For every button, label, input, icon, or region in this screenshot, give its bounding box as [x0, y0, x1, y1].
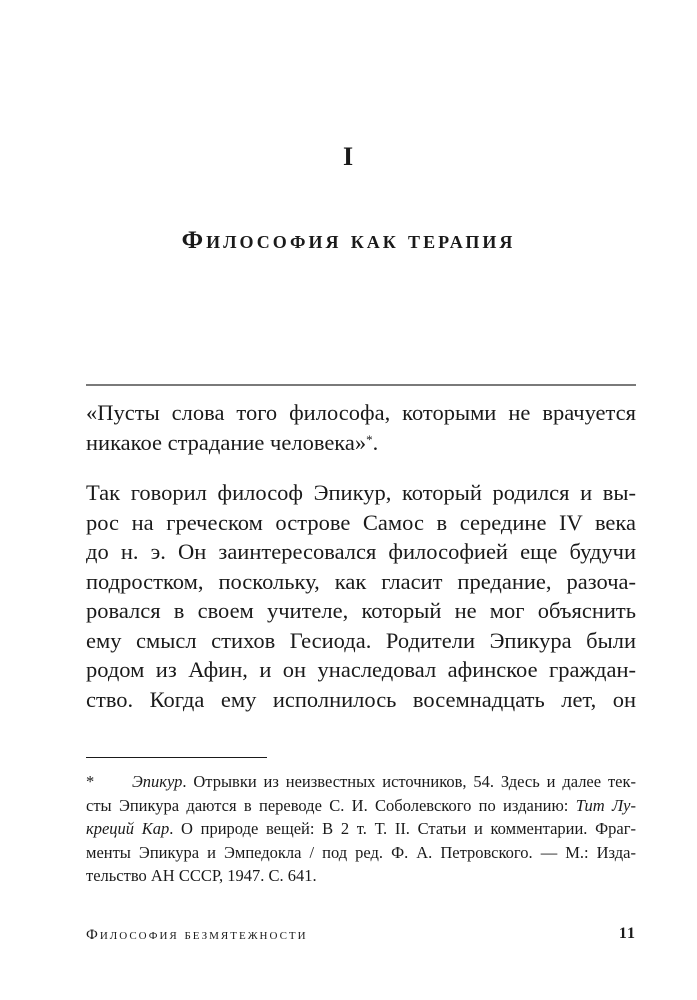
- paragraph-line: до н. э. Он заинтересовался философией еще будучи: [86, 539, 636, 564]
- footnote-line: менты Эпикура и Эмпедокла / под ред. Ф. А. Петровского. — М.: Изда-: [86, 842, 636, 862]
- footnote: [86, 770, 636, 888]
- footnote-author: Эпикур: [132, 772, 183, 791]
- footnote-line: [86, 817, 636, 841]
- section-divider: [86, 384, 636, 386]
- chapter-number: I: [342, 142, 355, 171]
- epigraph-end-punct: .: [372, 429, 379, 455]
- footnote-star: *: [86, 772, 95, 791]
- epigraph-line: «Пусты слова того философа, которыми не врачуется: [86, 400, 636, 425]
- body-paragraph: [86, 478, 636, 714]
- footnote-divider: [86, 757, 267, 758]
- epigraph: [86, 398, 636, 457]
- paragraph-line: подростком, поскольку, как гласит предание, разоча-: [86, 568, 636, 594]
- paragraph-line: рос на греческом острове Самос в середине IV века: [86, 509, 636, 535]
- footnote-line: тельство АН СССР, 1947. С. 641.: [86, 866, 317, 885]
- paragraph-line: родом из Афин, и он унаследовал афинское граждан-: [86, 657, 636, 682]
- paragraph-line: ство. Когда ему исполнилось восемнадцать лет, он: [86, 686, 636, 712]
- footnote-line: [86, 794, 636, 818]
- footnote-line: [86, 770, 636, 794]
- page-number: 11: [618, 925, 636, 942]
- footnote-text: . Отрывки из неизвестных источников, 54. Здесь и далее тек-: [182, 772, 636, 791]
- running-footer-title: Философия безмятежности: [86, 927, 308, 943]
- epigraph-line-text: никакое страдание человека»: [86, 429, 367, 455]
- epigraph-line: [86, 428, 636, 458]
- footnote-marker[interactable]: *: [366, 431, 373, 447]
- footnote-source-title: Тит Лу-: [575, 795, 636, 815]
- footnote-text: . О природе вещей: В 2 т. Т. II. Статьи и комментарии. Фраг-: [169, 819, 636, 838]
- paragraph-line: ровался в своем учителе, который не мог объяснить: [86, 598, 636, 623]
- paragraph-line: ему смысл стихов Гесиода. Родители Эпикура были: [86, 627, 636, 653]
- paragraph-line: Так говорил философ Эпикур, который родился и вы-: [86, 480, 636, 505]
- footnote-text: сты Эпикура даются в переводе С. И. Соболевского по изданию:: [86, 795, 576, 815]
- chapter-title: Философия как терапия: [181, 227, 516, 254]
- footnote-source-title: креций Кар: [86, 819, 170, 838]
